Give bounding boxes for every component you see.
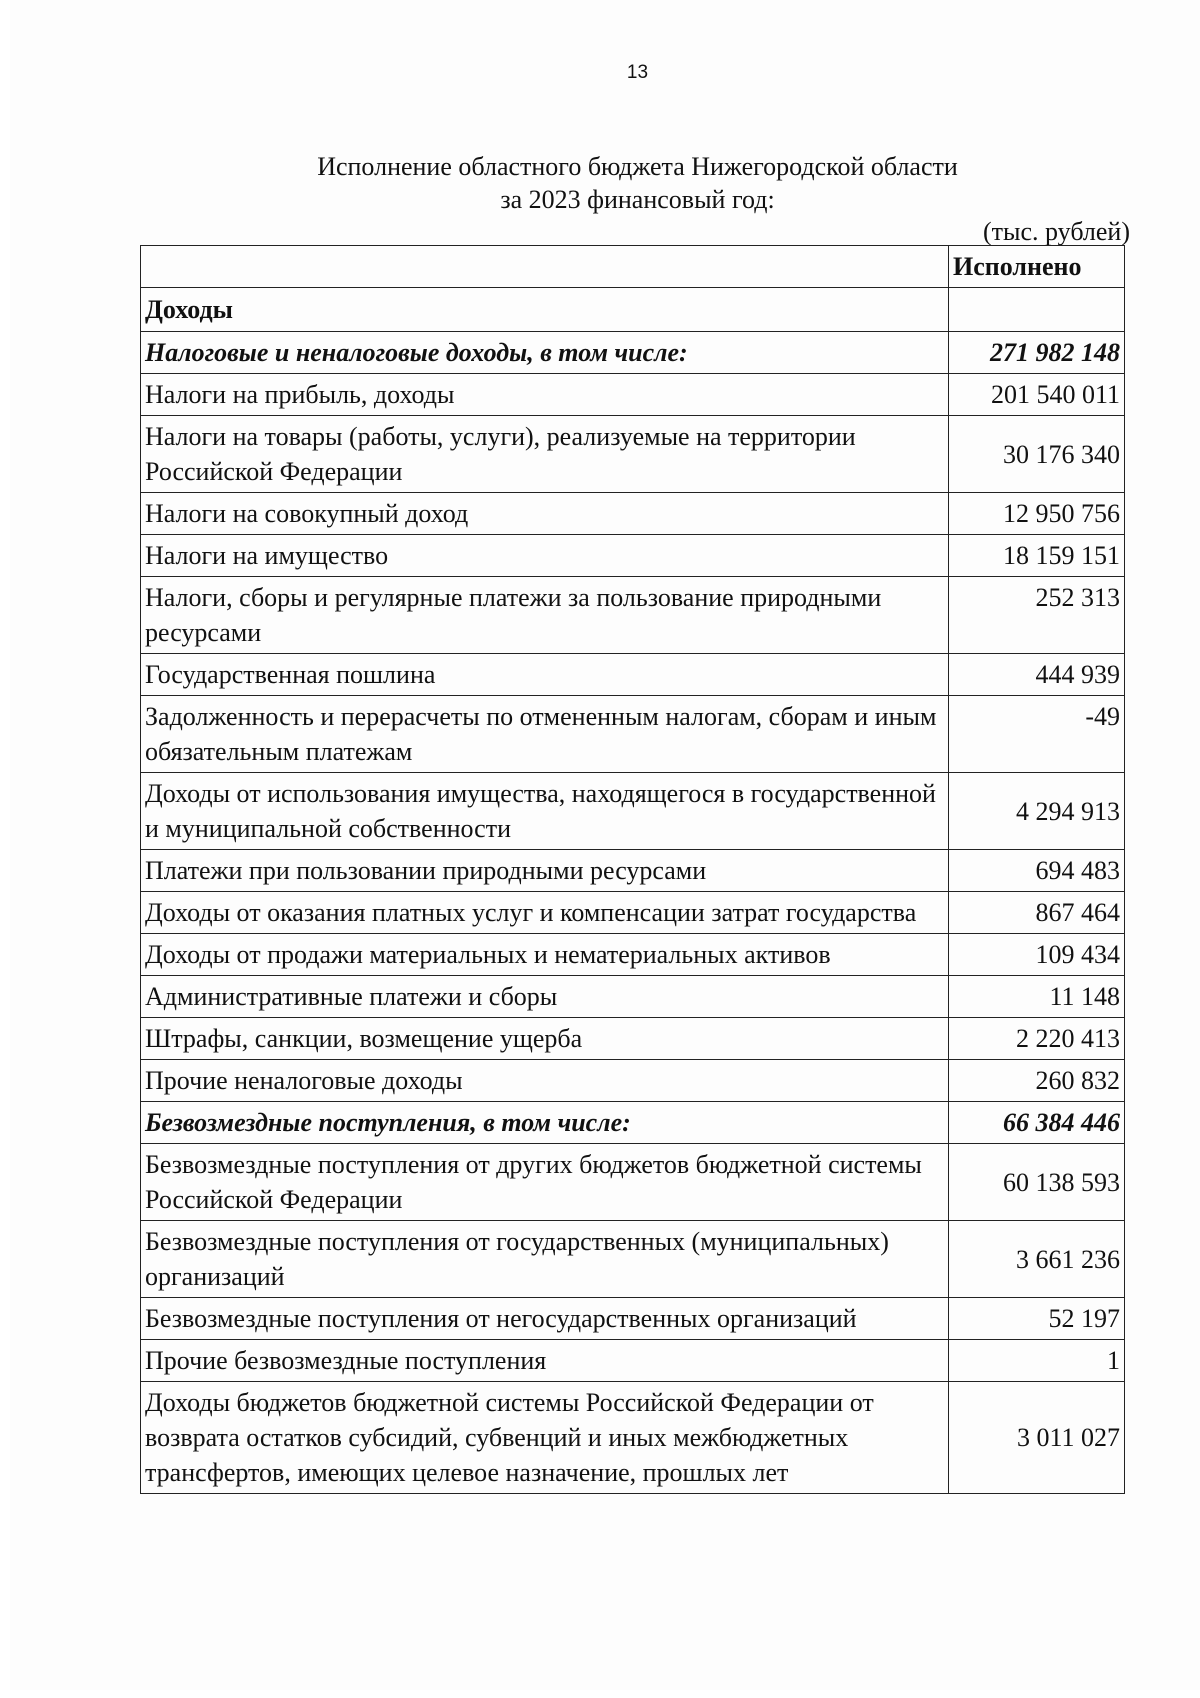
row-name: Налоги на имущество: [141, 535, 949, 577]
table-row: [141, 1102, 1125, 1144]
row-name: Налоговые и неналоговые доходы, в том числе:: [141, 332, 949, 374]
row-name: Безвозмездные поступления от других бюджетов бюджетной системы Российской Федерации: [141, 1144, 949, 1221]
row-name: Безвозмездные поступления, в том числе:: [141, 1102, 949, 1144]
document-title: [0, 150, 1200, 216]
title-line-2: за 2023 финансовый год:: [500, 185, 775, 214]
header-cell-empty: [141, 246, 949, 288]
row-value: 30 176 340: [949, 416, 1125, 493]
title-line-1: Исполнение областного бюджета Нижегородской области: [317, 152, 958, 181]
row-value: 444 939: [949, 654, 1125, 696]
row-name: Налоги на совокупный доход: [141, 493, 949, 535]
row-value: 60 138 593: [949, 1144, 1125, 1221]
table-row: [141, 1018, 1125, 1060]
row-name: Государственная пошлина: [141, 654, 949, 696]
section-row: [141, 288, 1125, 332]
section-title: Доходы: [141, 288, 949, 332]
row-name: Безвозмездные поступления от негосударственных организаций: [141, 1298, 949, 1340]
table-row: [141, 934, 1125, 976]
table-row: [141, 535, 1125, 577]
table-header-row: [141, 246, 1125, 288]
table-row: [141, 1221, 1125, 1298]
budget-table: [140, 245, 1125, 1494]
units-label: (тыс. рублей): [982, 217, 1130, 246]
row-value: 18 159 151: [949, 535, 1125, 577]
row-value: 201 540 011: [949, 374, 1125, 416]
row-value: 109 434: [949, 934, 1125, 976]
table-row: [141, 577, 1125, 654]
row-name: Налоги на товары (работы, услуги), реализуемые на территории Российской Федерации: [141, 416, 949, 493]
table-row: [141, 1382, 1125, 1494]
row-value: 2 220 413: [949, 1018, 1125, 1060]
row-name: Прочие безвозмездные поступления: [141, 1340, 949, 1382]
row-value: 4 294 913: [949, 773, 1125, 850]
row-value: 3 011 027: [949, 1382, 1125, 1494]
row-name: Доходы от использования имущества, находящегося в государственной и муниципальной собственности: [141, 773, 949, 850]
row-name: Налоги на прибыль, доходы: [141, 374, 949, 416]
table-row: [141, 416, 1125, 493]
row-name: Доходы от оказания платных услуг и компенсации затрат государства: [141, 892, 949, 934]
table-row: [141, 1144, 1125, 1221]
row-value: 52 197: [949, 1298, 1125, 1340]
page-number: 13: [626, 62, 649, 83]
table-row: [141, 773, 1125, 850]
row-name: Задолженность и перерасчеты по отмененным налогам, сборам и иным обязательным платежам: [141, 696, 949, 773]
table-row: [141, 1298, 1125, 1340]
row-name: Налоги, сборы и регулярные платежи за пользование природными ресурсами: [141, 577, 949, 654]
table-row: [141, 374, 1125, 416]
table-row: [141, 332, 1125, 374]
row-name: Безвозмездные поступления от государственных (муниципальных) организаций: [141, 1221, 949, 1298]
row-name: Платежи при пользовании природными ресурсами: [141, 850, 949, 892]
row-value: 260 832: [949, 1060, 1125, 1102]
section-value: [949, 288, 1125, 332]
table-row: [141, 1340, 1125, 1382]
row-name: Прочие неналоговые доходы: [141, 1060, 949, 1102]
table-row: [141, 493, 1125, 535]
row-value: 694 483: [949, 850, 1125, 892]
table-row: [141, 976, 1125, 1018]
row-value: 12 950 756: [949, 493, 1125, 535]
table-row: [141, 654, 1125, 696]
row-value: 867 464: [949, 892, 1125, 934]
table-row: [141, 696, 1125, 773]
row-value: 66 384 446: [949, 1102, 1125, 1144]
table-row: [141, 850, 1125, 892]
row-value: 3 661 236: [949, 1221, 1125, 1298]
row-value: 11 148: [949, 976, 1125, 1018]
row-value: 271 982 148: [949, 332, 1125, 374]
row-value: 1: [949, 1340, 1125, 1382]
row-name: Доходы от продажи материальных и нематериальных активов: [141, 934, 949, 976]
table-row: [141, 892, 1125, 934]
header-cell-executed: Исполнено: [949, 246, 1125, 288]
row-name: Штрафы, санкции, возмещение ущерба: [141, 1018, 949, 1060]
row-value: -49: [949, 696, 1125, 773]
row-value: 252 313: [949, 577, 1125, 654]
row-name: Доходы бюджетов бюджетной системы Российской Федерации от возврата остатков субсидий, субвенций и иных межбюджетных трансфертов, имеющих целевое назначение, прошлых лет: [141, 1382, 949, 1494]
table-row: [141, 1060, 1125, 1102]
row-name: Административные платежи и сборы: [141, 976, 949, 1018]
